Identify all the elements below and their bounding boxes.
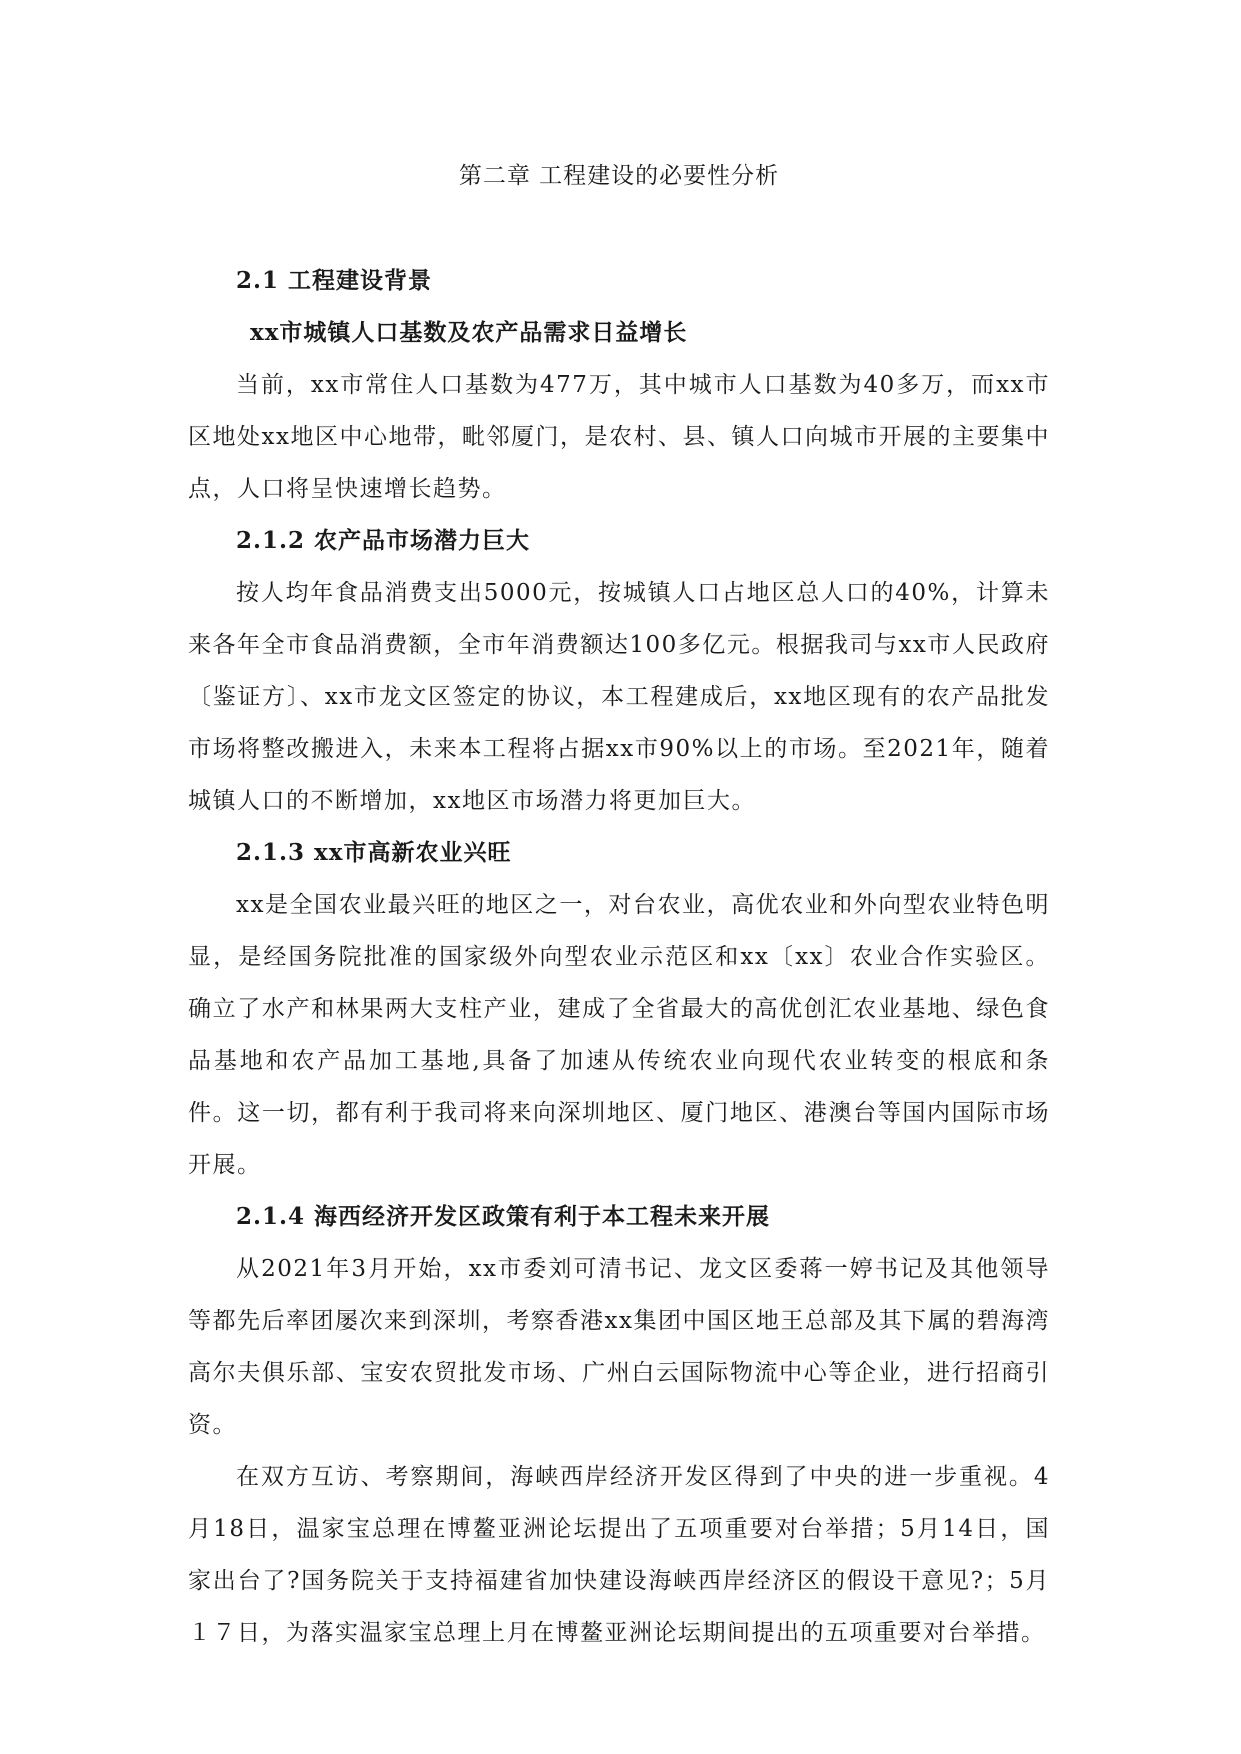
paragraph-policy-visits: 从2021年3月开始，xx市委刘可清书记、龙文区委蒋一婷书记及其他领导等都先后率团屡次来到深圳，考察香港xx集团中国区地王总部及其下属的碧海湾高尔夫俱乐部、宝安农贸批发市场、广州白云国际物流中心等企业，进行招商引资。	[188, 1256, 1050, 1438]
document-body	[188, 255, 1050, 1659]
section-subheading-population: xx市城镇人口基数及农产品需求日益增长	[250, 319, 688, 346]
chapter-title: 第二章 工程建设的必要性分析	[458, 163, 780, 189]
section-heading-2-1-2: 2.1.2 农产品市场潜力巨大	[236, 527, 531, 554]
paragraph-agriculture: xx是全国农业最兴旺的地区之一，对台农业，高优农业和外向型农业特色明显，是经国务院批准的国家级外向型农业示范区和xx〔xx〕农业合作实验区。确立了水产和林果两大支柱产业，建成了全省最大的高优创汇农业基地、绿色食品基地和农产品加工基地,具备了加速从传统农业向现代农业转变的根底和条件。这一切，都有利于我司将来向深圳地区、厦门地区、港澳台等国内国际市场开展。	[188, 892, 1050, 1178]
section-heading-2-1-3: 2.1.3 xx市高新农业兴旺	[236, 839, 512, 866]
section-heading-2-1-4: 2.1.4 海西经济开发区政策有利于本工程未来开展	[236, 1203, 771, 1230]
paragraph-market-potential: 按人均年食品消费支出5000元，按城镇人口占地区总人口的40%，计算未来各年全市食品消费额，全市年消费额达100多亿元。根据我司与xx市人民政府〔鉴证方〕、xx市龙文区签定的协议，本工程建成后，xx地区现有的农产品批发市场将整改搬进入，未来本工程将占据xx市90%以上的市场。至2021年，随着城镇人口的不断增加，xx地区市场潜力将更加巨大。	[188, 580, 1050, 814]
section-heading-2-1: 2.1 工程建设背景	[236, 267, 433, 294]
paragraph-policy-measures: 在双方互访、考察期间，海峡西岸经济开发区得到了中央的进一步重视。4月18日，温家宝总理在博鳌亚洲论坛提出了五项重要对台举措；5月14日，国家出台了?国务院关于支持福建省加快建设海峡西岸经济区的假设干意见?；5月１７日，为落实温家宝总理上月在博鳌亚洲论坛期间提出的五项重要对台举措。	[188, 1464, 1050, 1646]
paragraph-population: 当前，xx市常住人口基数为477万，其中城市人口基数为40多万，而xx市区地处xx地区中心地带，毗邻厦门，是农村、县、镇人口向城市开展的主要集中点，人口将呈快速增长趋势。	[188, 372, 1050, 502]
